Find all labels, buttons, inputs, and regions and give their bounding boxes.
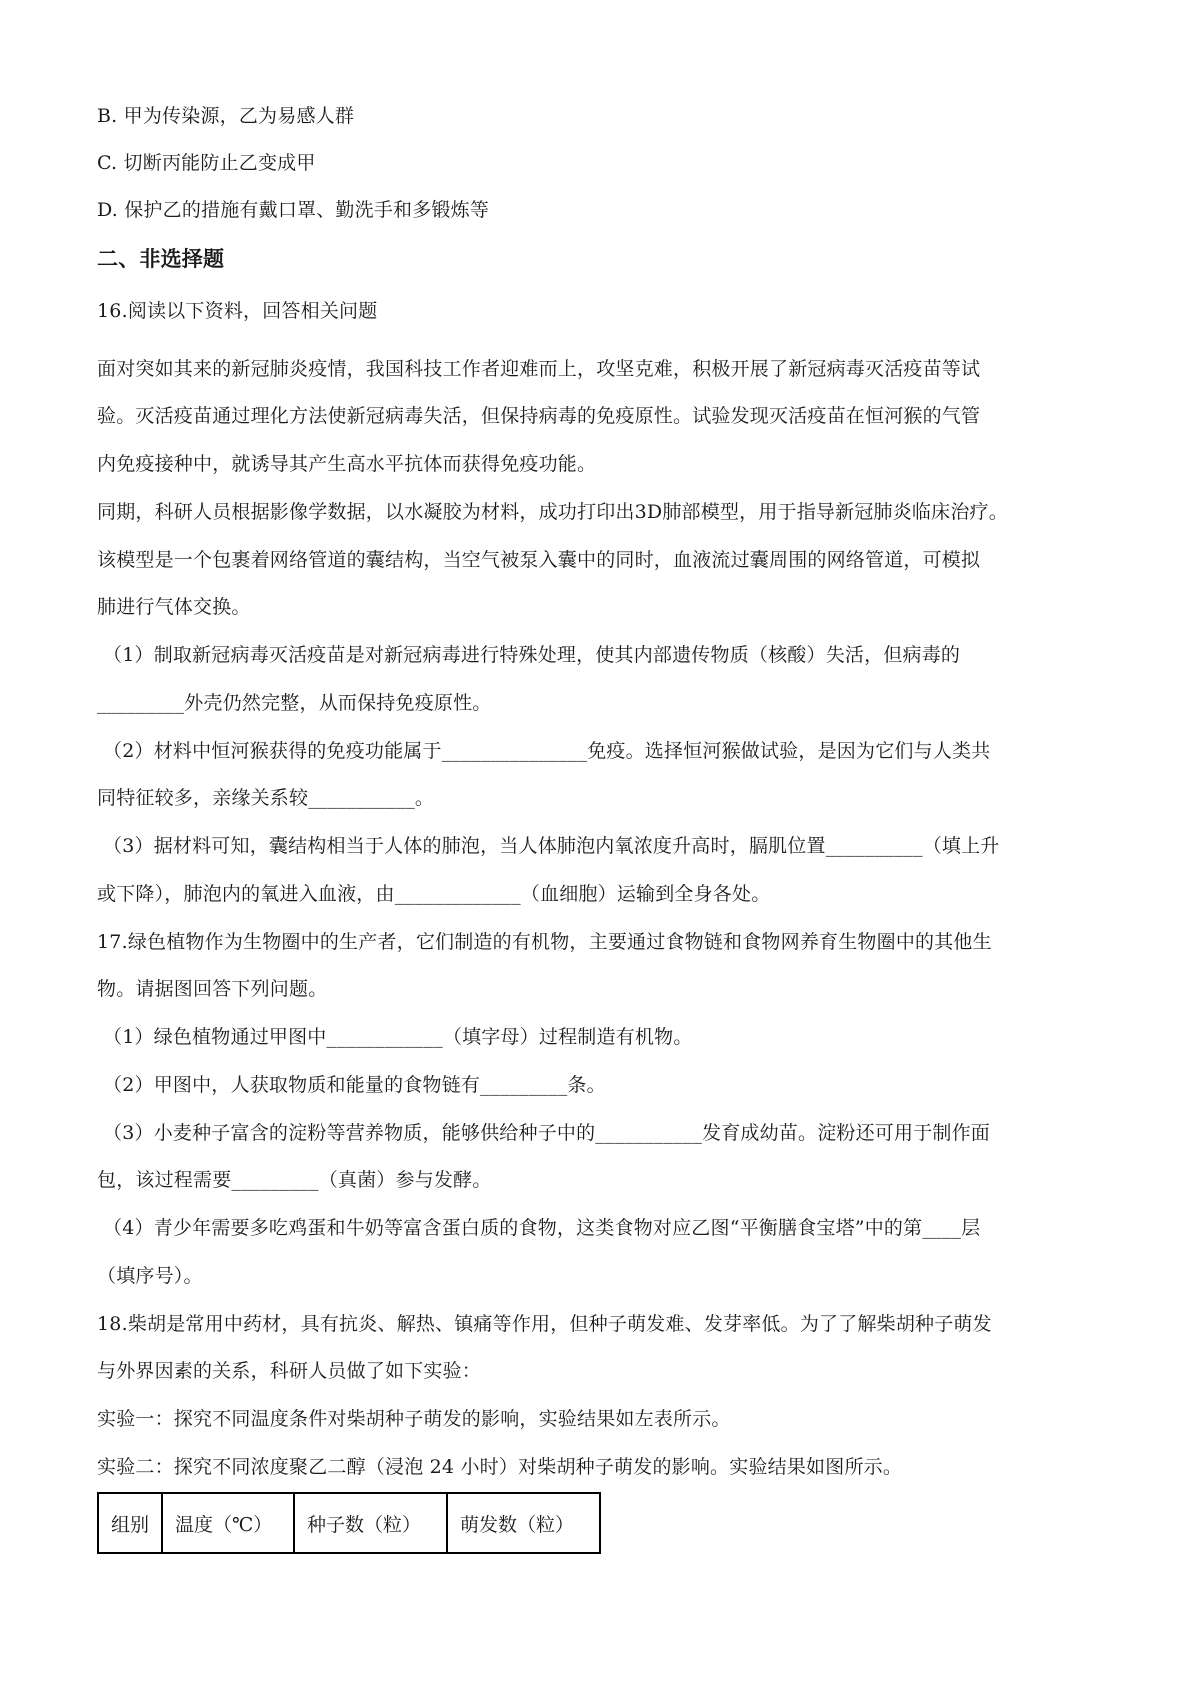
q17-subquestion-4-cont: （填序号）。 bbox=[97, 1265, 203, 1287]
q17-subquestion-2: （2）甲图中，人获取物质和能量的食物链有_________条。 bbox=[103, 1074, 606, 1096]
q16-paragraph-line: 该模型是一个包裹着网络管道的囊结构，当空气被泵入囊中的同时，血液流过囊周围的网络管道，可模拟 bbox=[97, 549, 981, 571]
q16-subquestion-3: （3）据材料可知，囊结构相当于人体的肺泡，当人体肺泡内氧浓度升高时，膈肌位置__________（填上升 bbox=[103, 835, 1000, 857]
q16-subquestion-2: （2）材料中恒河猴获得的免疫功能属于_______________免疫。选择恒河猴做试验，是因为它们与人类共 bbox=[103, 740, 991, 762]
q18-intro-cont: 与外界因素的关系，科研人员做了如下实验： bbox=[97, 1360, 482, 1382]
table-header-cell: 温度（℃） bbox=[162, 1493, 294, 1553]
q17-subquestion-4: （4）青少年需要多吃鸡蛋和牛奶等富含蛋白质的食物，这类食物对应乙图“平衡膳食宝塔”中的第____层 bbox=[103, 1217, 981, 1239]
q17-subquestion-1: （1）绿色植物通过甲图中____________（填字母）过程制造有机物。 bbox=[103, 1026, 693, 1048]
section-title: 二、非选择题 bbox=[97, 247, 225, 271]
q16-subquestion-1-cont: _________外壳仍然完整，从而保持免疫原性。 bbox=[97, 692, 492, 714]
option-d: D. 保护乙的措施有戴口罩、勤洗手和多锻炼等 bbox=[97, 199, 490, 221]
q16-paragraph-line: 内免疫接种中，就诱导其产生高水平抗体而获得免疫功能。 bbox=[97, 453, 597, 475]
q16-paragraph-line: 肺进行气体交换。 bbox=[97, 596, 251, 618]
table-header-cell: 种子数（粒） bbox=[294, 1493, 447, 1553]
q16-paragraph-line: 面对突如其来的新冠肺炎疫情，我国科技工作者迎难而上，攻坚克难，积极开展了新冠病毒灭活疫苗等试 bbox=[97, 358, 981, 380]
q17-subquestion-3: （3）小麦种子富含的淀粉等营养物质，能够供给种子中的___________发育成幼苗。淀粉还可用于制作面 bbox=[103, 1122, 990, 1144]
q16-subquestion-2-cont: 同特征较多，亲缘关系较___________。 bbox=[97, 787, 435, 809]
table-header-cell: 萌发数（粒） bbox=[447, 1493, 600, 1553]
q16-paragraph-line: 验。灭活疫苗通过理化方法使新冠病毒失活，但保持病毒的免疫原性。试验发现灭活疫苗在恒河猴的气管 bbox=[97, 405, 981, 427]
results-table bbox=[97, 1492, 601, 1554]
table-header-cell: 组别 bbox=[98, 1493, 162, 1553]
q18-intro: 18.柴胡是常用中药材，具有抗炎、解热、镇痛等作用，但种子萌发难、发芽率低。为了了解柴胡种子萌发 bbox=[97, 1313, 992, 1335]
q18-experiment-2: 实验二：探究不同浓度聚乙二醇（浸泡 24 小时）对柴胡种子萌发的影响。实验结果如图所示。 bbox=[97, 1456, 903, 1478]
q18-experiment-1: 实验一：探究不同温度条件对柴胡种子萌发的影响，实验结果如左表所示。 bbox=[97, 1408, 731, 1430]
q16-subquestion-3-cont: 或下降），肺泡内的氧进入血液，由_____________（血细胞）运输到全身各处。 bbox=[97, 883, 771, 905]
q16-paragraph-line: 同期，科研人员根据影像学数据，以水凝胶为材料，成功打印出3D肺部模型，用于指导新冠肺炎临床治疗。 bbox=[97, 501, 1008, 523]
table-header-row bbox=[98, 1493, 600, 1553]
option-b: B. 甲为传染源，乙为易感人群 bbox=[97, 105, 355, 127]
q17-subquestion-3-cont: 包，该过程需要_________（真菌）参与发酵。 bbox=[97, 1169, 492, 1191]
q17-intro-cont: 物。请据图回答下列问题。 bbox=[97, 978, 328, 1000]
q16-title: 16.阅读以下资料，回答相关问题 bbox=[97, 300, 378, 322]
q16-subquestion-1: （1）制取新冠病毒灭活疫苗是对新冠病毒进行特殊处理，使其内部遗传物质（核酸）失活，但病毒的 bbox=[103, 644, 961, 666]
option-c: C. 切断丙能防止乙变成甲 bbox=[97, 152, 316, 174]
q17-intro: 17.绿色植物作为生物圈中的生产者，它们制造的有机物，主要通过食物链和食物网养育生物圈中的其他生 bbox=[97, 931, 992, 953]
